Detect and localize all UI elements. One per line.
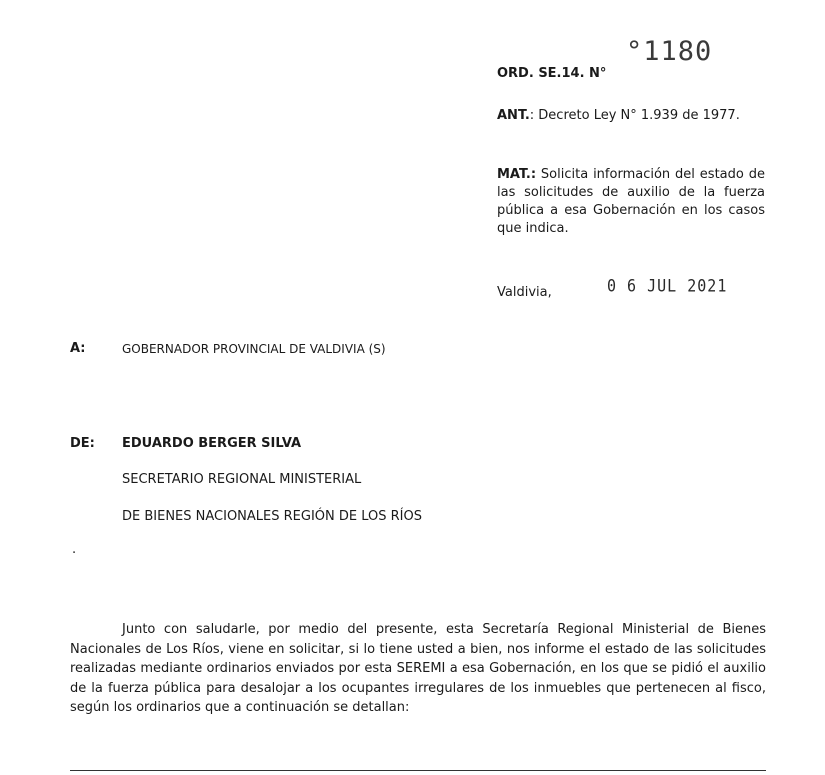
table-top-rule: [70, 770, 766, 771]
addressee-label: A:: [70, 341, 86, 356]
body-paragraph-text: Junto con saludarle, por medio del presente, esta Secretaría Regional Ministerial de Bienes Nacionales de Los Ríos, viene en solicitar, si lo tiene usted a bien, nos informe el estado de las solicitudes realizadas mediante ordinarios enviados por esta SEREMI a esa Gobernación, en los que se pidió el auxilio de la fuerza pública para desalojar a los ocupantes irregulares de los inmuebles que pertenecen al fisco, según los ordinarios que a continuación se detallan:: [70, 622, 766, 715]
body-paragraph: [70, 620, 766, 718]
subject-block: [497, 166, 765, 238]
place-label: Valdivia,: [497, 285, 552, 300]
sender-title-line2: DE BIENES NACIONALES REGIÓN DE LOS RÍOS: [122, 509, 422, 524]
sender-label: DE:: [70, 436, 95, 451]
subject-text: Solicita información del estado de las solicitudes de auxilio de la fuerza pública a esa Gobernación en los casos que indica.: [497, 167, 765, 236]
antecedent-label: ANT.: [497, 108, 530, 123]
antecedent-block: [497, 107, 765, 125]
sender-name: EDUARDO BERGER SILVA: [122, 436, 302, 451]
date-stamp: 0 6 JUL 2021: [607, 275, 728, 297]
addressee-value: GOBERNADOR PROVINCIAL DE VALDIVIA (S): [122, 342, 386, 356]
sender-title-line1: SECRETARIO REGIONAL MINISTERIAL: [122, 472, 362, 487]
subject-label: MAT.:: [497, 167, 537, 182]
antecedent-text: : Decreto Ley N° 1.939 de 1977.: [529, 108, 740, 123]
stray-dot: .: [72, 542, 77, 557]
order-number-stamp: °1180: [626, 36, 713, 67]
order-reference: ORD. SE.14. N°: [497, 66, 607, 81]
